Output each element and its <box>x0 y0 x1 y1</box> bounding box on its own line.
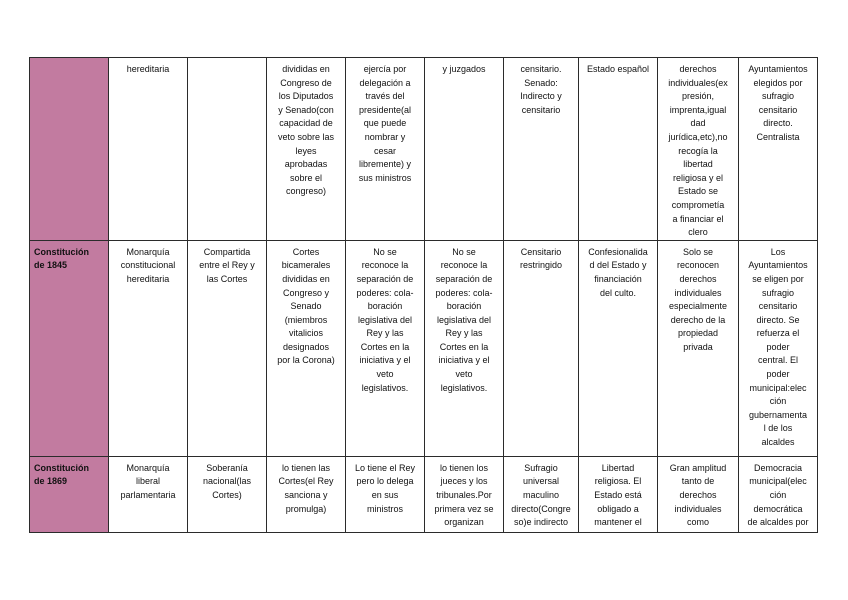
cell-judicial: lo tienen los jueces y los tribunales.Por primera vez se organizan <box>425 456 504 532</box>
cell-monarchy: Monarquía constitucional hereditaria <box>109 240 188 456</box>
cell-executive: No se reconoce la separación de poderes: cola- boración legislativa del Rey y las Cortes en la iniciativa y el veto legislativos. <box>346 240 425 456</box>
cell-legislative: lo tienen las Cortes(el Rey sanciona y promulga) <box>267 456 346 532</box>
row-heading: Constitución de 1845 <box>30 240 109 456</box>
cell-sovereignty: Compartida entre el Rey y las Cortes <box>188 240 267 456</box>
table-row <box>30 456 818 532</box>
cell-executive: Lo tiene el Rey pero lo delega en sus ministros <box>346 456 425 532</box>
cell-religion: Estado español <box>579 58 658 241</box>
cell-municipal: Ayuntamientos elegidos por sufragio censitario directo. Centralista <box>739 58 818 241</box>
cell-rights: derechos individuales(ex presión, imprenta,igual dad jurídica,etc),no recogía la libertad religiosa y el Estado se comprometía a financiar el clero <box>658 58 739 241</box>
cell-sovereignty <box>188 58 267 241</box>
cell-sovereignty: Soberanía nacional(las Cortes) <box>188 456 267 532</box>
table-row <box>30 240 818 456</box>
cell-municipal: Los Ayuntamientos se eligen por sufragio censitario directo. Se refuerza el poder central. El poder municipal:elec ción gubernamenta l de los alcaldes <box>739 240 818 456</box>
cell-monarchy: Monarquía liberal parlamentaria <box>109 456 188 532</box>
cell-judicial: No se reconoce la separación de poderes: cola- boración legislativa del Rey y las Cortes en la iniciativa y el veto legislativos. <box>425 240 504 456</box>
cell-rights: Gran amplitud tanto de derechos individuales como <box>658 456 739 532</box>
cell-executive: ejercía por delegación a través del presidente(al que puede nombrar y cesar libremente) y sus ministros <box>346 58 425 241</box>
cell-religion: Confesionalida d del Estado y financiación del culto. <box>579 240 658 456</box>
cell-suffrage: censitario. Senado: Indirecto y censitario <box>504 58 579 241</box>
row-heading <box>30 58 109 241</box>
constitutions-table <box>29 57 818 533</box>
cell-legislative: divididas en Congreso de los Diputados y Senado(con capacidad de veto sobre las leyes aprobadas sobre el congreso) <box>267 58 346 241</box>
cell-rights: Solo se reconocen derechos individuales especialmente derecho de la propiedad privada <box>658 240 739 456</box>
cell-municipal: Democracia municipal(elec ción democrática de alcaldes por <box>739 456 818 532</box>
cell-monarchy: hereditaria <box>109 58 188 241</box>
row-heading: Constitución de 1869 <box>30 456 109 532</box>
cell-legislative: Cortes bicamerales divididas en Congreso y Senado (miembros vitalicios designados por la Corona) <box>267 240 346 456</box>
table-row <box>30 58 818 241</box>
cell-suffrage: Sufragio universal maculino directo(Congre so)e indirecto <box>504 456 579 532</box>
cell-suffrage: Censitario restringido <box>504 240 579 456</box>
cell-religion: Libertad religiosa. El Estado está obligado a mantener el <box>579 456 658 532</box>
cell-judicial: y juzgados <box>425 58 504 241</box>
